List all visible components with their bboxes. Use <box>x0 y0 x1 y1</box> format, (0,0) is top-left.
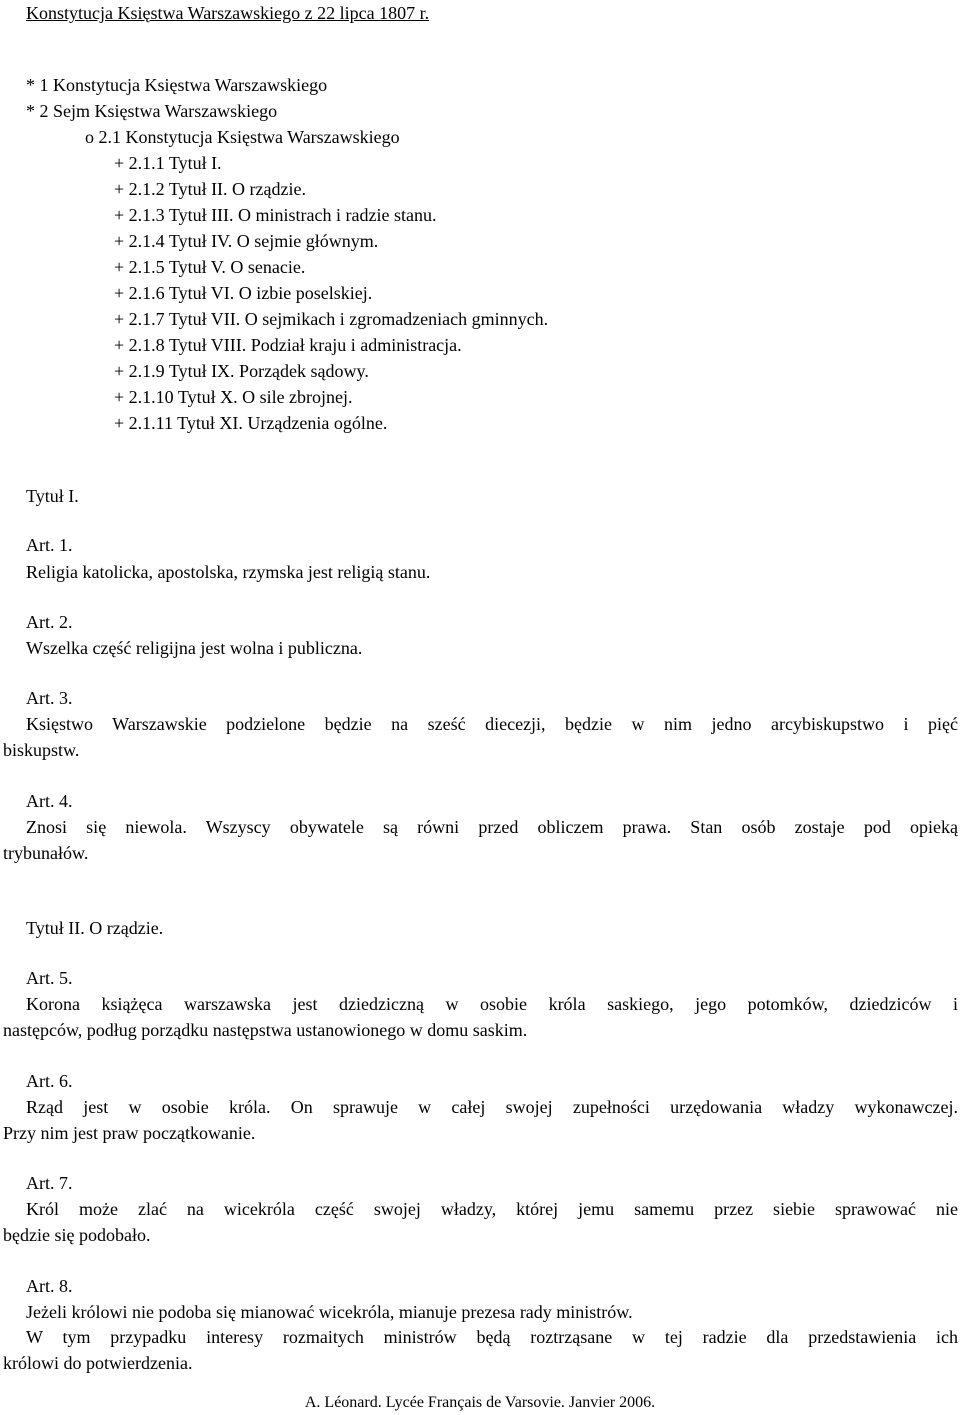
toc-item-2-1-9[interactable]: + 2.1.9 Tytuł IX. Porządek sądowy. <box>114 361 369 381</box>
document-title[interactable]: Konstytucja Księstwa Warszawskiego z 22 lipca 1807 r. <box>26 3 430 23</box>
article-text-6-line-2: Przy nim jest praw początkowanie. <box>3 1123 256 1143</box>
toc-item-2-1-5[interactable]: + 2.1.5 Tytuł V. O senacie. <box>114 257 306 277</box>
article-text-6-line-1: Rząd jest w osobie króla. On sprawuje w całej swojej zupełności urzędowania władzy wykonawczej. <box>26 1097 958 1117</box>
article-number-6: Art. 6. <box>26 1071 73 1091</box>
article-text-4-line-1: Znosi się niewola. Wszyscy obywatele są równi przed obliczem prawa. Stan osób zostaje pod opieką <box>26 817 958 837</box>
article-number-8: Art. 8. <box>26 1276 73 1296</box>
article-text-3-line-1: Księstwo Warszawskie podzielone będzie na sześć diecezji, będzie w nim jedno arcybiskupstwo i pięć <box>26 714 958 734</box>
toc-item-2-1-6[interactable]: + 2.1.6 Tytuł VI. O izbie poselskiej. <box>114 283 373 303</box>
toc-item-2-1-7[interactable]: + 2.1.7 Tytuł VII. O sejmikach i zgromadzeniach gminnych. <box>114 309 549 329</box>
toc-item-2[interactable]: * 2 Sejm Księstwa Warszawskiego <box>26 101 278 121</box>
article-text-5-line-1: Korona książęca warszawska jest dziedziczną w osobie króla saskiego, jego potomków, dziedziców i <box>26 994 958 1014</box>
article-text-8-line-2: W tym przypadku interesy rozmaitych ministrów będą roztrząsane w tej radzie dla przedstawienia ich <box>26 1327 958 1347</box>
toc-item-2-1-3[interactable]: + 2.1.3 Tytuł III. O ministrach i radzie stanu. <box>114 205 437 225</box>
toc-item-2-1[interactable]: o 2.1 Konstytucja Księstwa Warszawskiego <box>85 127 400 147</box>
article-text-1: Religia katolicka, apostolska, rzymska jest religią stanu. <box>26 562 431 582</box>
article-number-3: Art. 3. <box>26 688 73 708</box>
article-text-8-line-1: Jeżeli królowi nie podoba się mianować wicekróla, mianuje prezesa rady ministrów. <box>26 1302 633 1322</box>
article-text-2: Wszelka część religijna jest wolna i publiczna. <box>26 638 363 658</box>
article-number-7: Art. 7. <box>26 1173 73 1193</box>
page-footer: A. Léonard. Lycée Français de Varsovie. Janvier 2006. <box>304 1394 656 1411</box>
article-text-7-line-1: Król może zlać na wicekróla część swojej władzy, której jemu samemu przez siebie sprawować nie <box>26 1199 958 1219</box>
article-text-5-line-2: następców, podług porządku następstwa ustanowionego w domu saskim. <box>3 1020 528 1040</box>
toc-item-2-1-11[interactable]: + 2.1.11 Tytuł XI. Urządzenia ogólne. <box>114 413 388 433</box>
article-number-1: Art. 1. <box>26 535 73 555</box>
toc-item-2-1-1[interactable]: + 2.1.1 Tytuł I. <box>114 153 222 173</box>
section-heading-tytul-1: Tytuł I. <box>26 486 79 506</box>
article-text-8-line-3: królowi do potwierdzenia. <box>3 1353 193 1373</box>
article-number-4: Art. 4. <box>26 791 73 811</box>
toc-item-2-1-10[interactable]: + 2.1.10 Tytuł X. O sile zbrojnej. <box>114 387 353 407</box>
article-number-5: Art. 5. <box>26 968 73 988</box>
toc-item-2-1-2[interactable]: + 2.1.2 Tytuł II. O rządzie. <box>114 179 307 199</box>
section-heading-tytul-2: Tytuł II. O rządzie. <box>26 918 164 938</box>
toc-item-1[interactable]: * 1 Konstytucja Księstwa Warszawskiego <box>26 75 328 95</box>
toc-item-2-1-4[interactable]: + 2.1.4 Tytuł IV. O sejmie głównym. <box>114 231 379 251</box>
article-text-7-line-2: będzie się podobało. <box>3 1225 151 1245</box>
article-number-2: Art. 2. <box>26 612 73 632</box>
article-text-4-line-2: trybunałów. <box>3 843 89 863</box>
article-text-3-line-2: biskupstw. <box>3 740 80 760</box>
toc-item-2-1-8[interactable]: + 2.1.8 Tytuł VIII. Podział kraju i administracja. <box>114 335 462 355</box>
